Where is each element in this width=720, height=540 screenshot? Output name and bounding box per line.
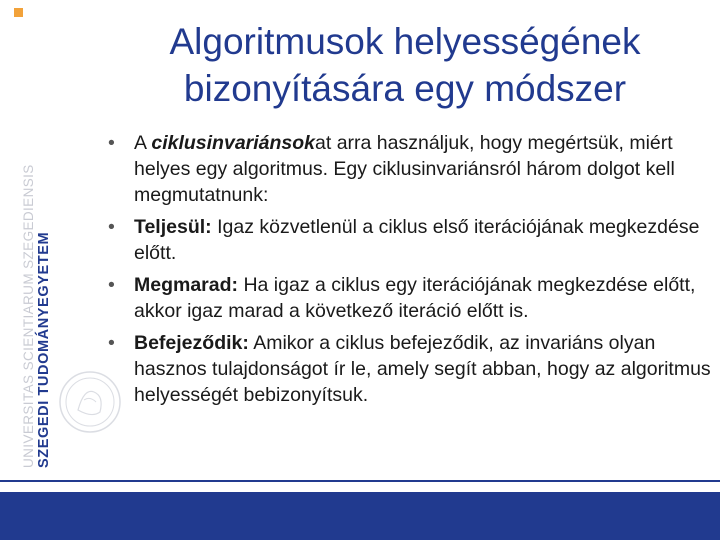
- bullet-list: [108, 130, 716, 414]
- university-latin-name: UNIVERSITAS SCIENTIARUM SZEGEDIENSIS: [21, 164, 36, 468]
- footer-divider: [0, 480, 720, 482]
- bullet-label: Teljesül:: [134, 216, 212, 238]
- bullet-text: at arra használjuk, hogy megértsük, miért helyes egy algoritmus. Egy ciklusinvariánsról három dolgot kell megmutatnunk:: [134, 132, 675, 206]
- bullet-item: [108, 130, 716, 208]
- bullet-item: [108, 214, 716, 266]
- bullet-item: [108, 272, 716, 324]
- bullet-text: Ha igaz a ciklus egy iterációjának megkezdése előtt, akkor igaz marad a következő iteráció előtt is.: [134, 274, 696, 322]
- slide-title-line1: Algoritmusok helyességének: [169, 21, 641, 62]
- bullet-label: Befejeződik:: [134, 332, 249, 354]
- university-hungarian-name: SZEGEDI TUDOMÁNYEGYETEM: [35, 231, 52, 468]
- bullet-label: Megmarad:: [134, 274, 239, 296]
- bullet-text: Igaz közvetlenül a ciklus első iterációjának megkezdése előtt.: [134, 216, 700, 264]
- slide-title: [100, 18, 710, 112]
- footer-bar: [0, 492, 720, 540]
- university-logo-text: [22, 164, 51, 468]
- bullet-emphasis: ciklusinvariánsok: [151, 132, 316, 154]
- bullet-prefix: A: [134, 132, 152, 154]
- slide-title-line2: bizonyítására egy módszer: [183, 68, 627, 109]
- bullet-item: [108, 330, 716, 408]
- bullet-text: Amikor a ciklus befejeződik, az invariáns olyan hasznos tulajdonságot ír le, amely segít abban, hogy az algoritmus helyességét bebizonyítsuk.: [134, 332, 711, 406]
- logo-accent-square: [14, 8, 23, 17]
